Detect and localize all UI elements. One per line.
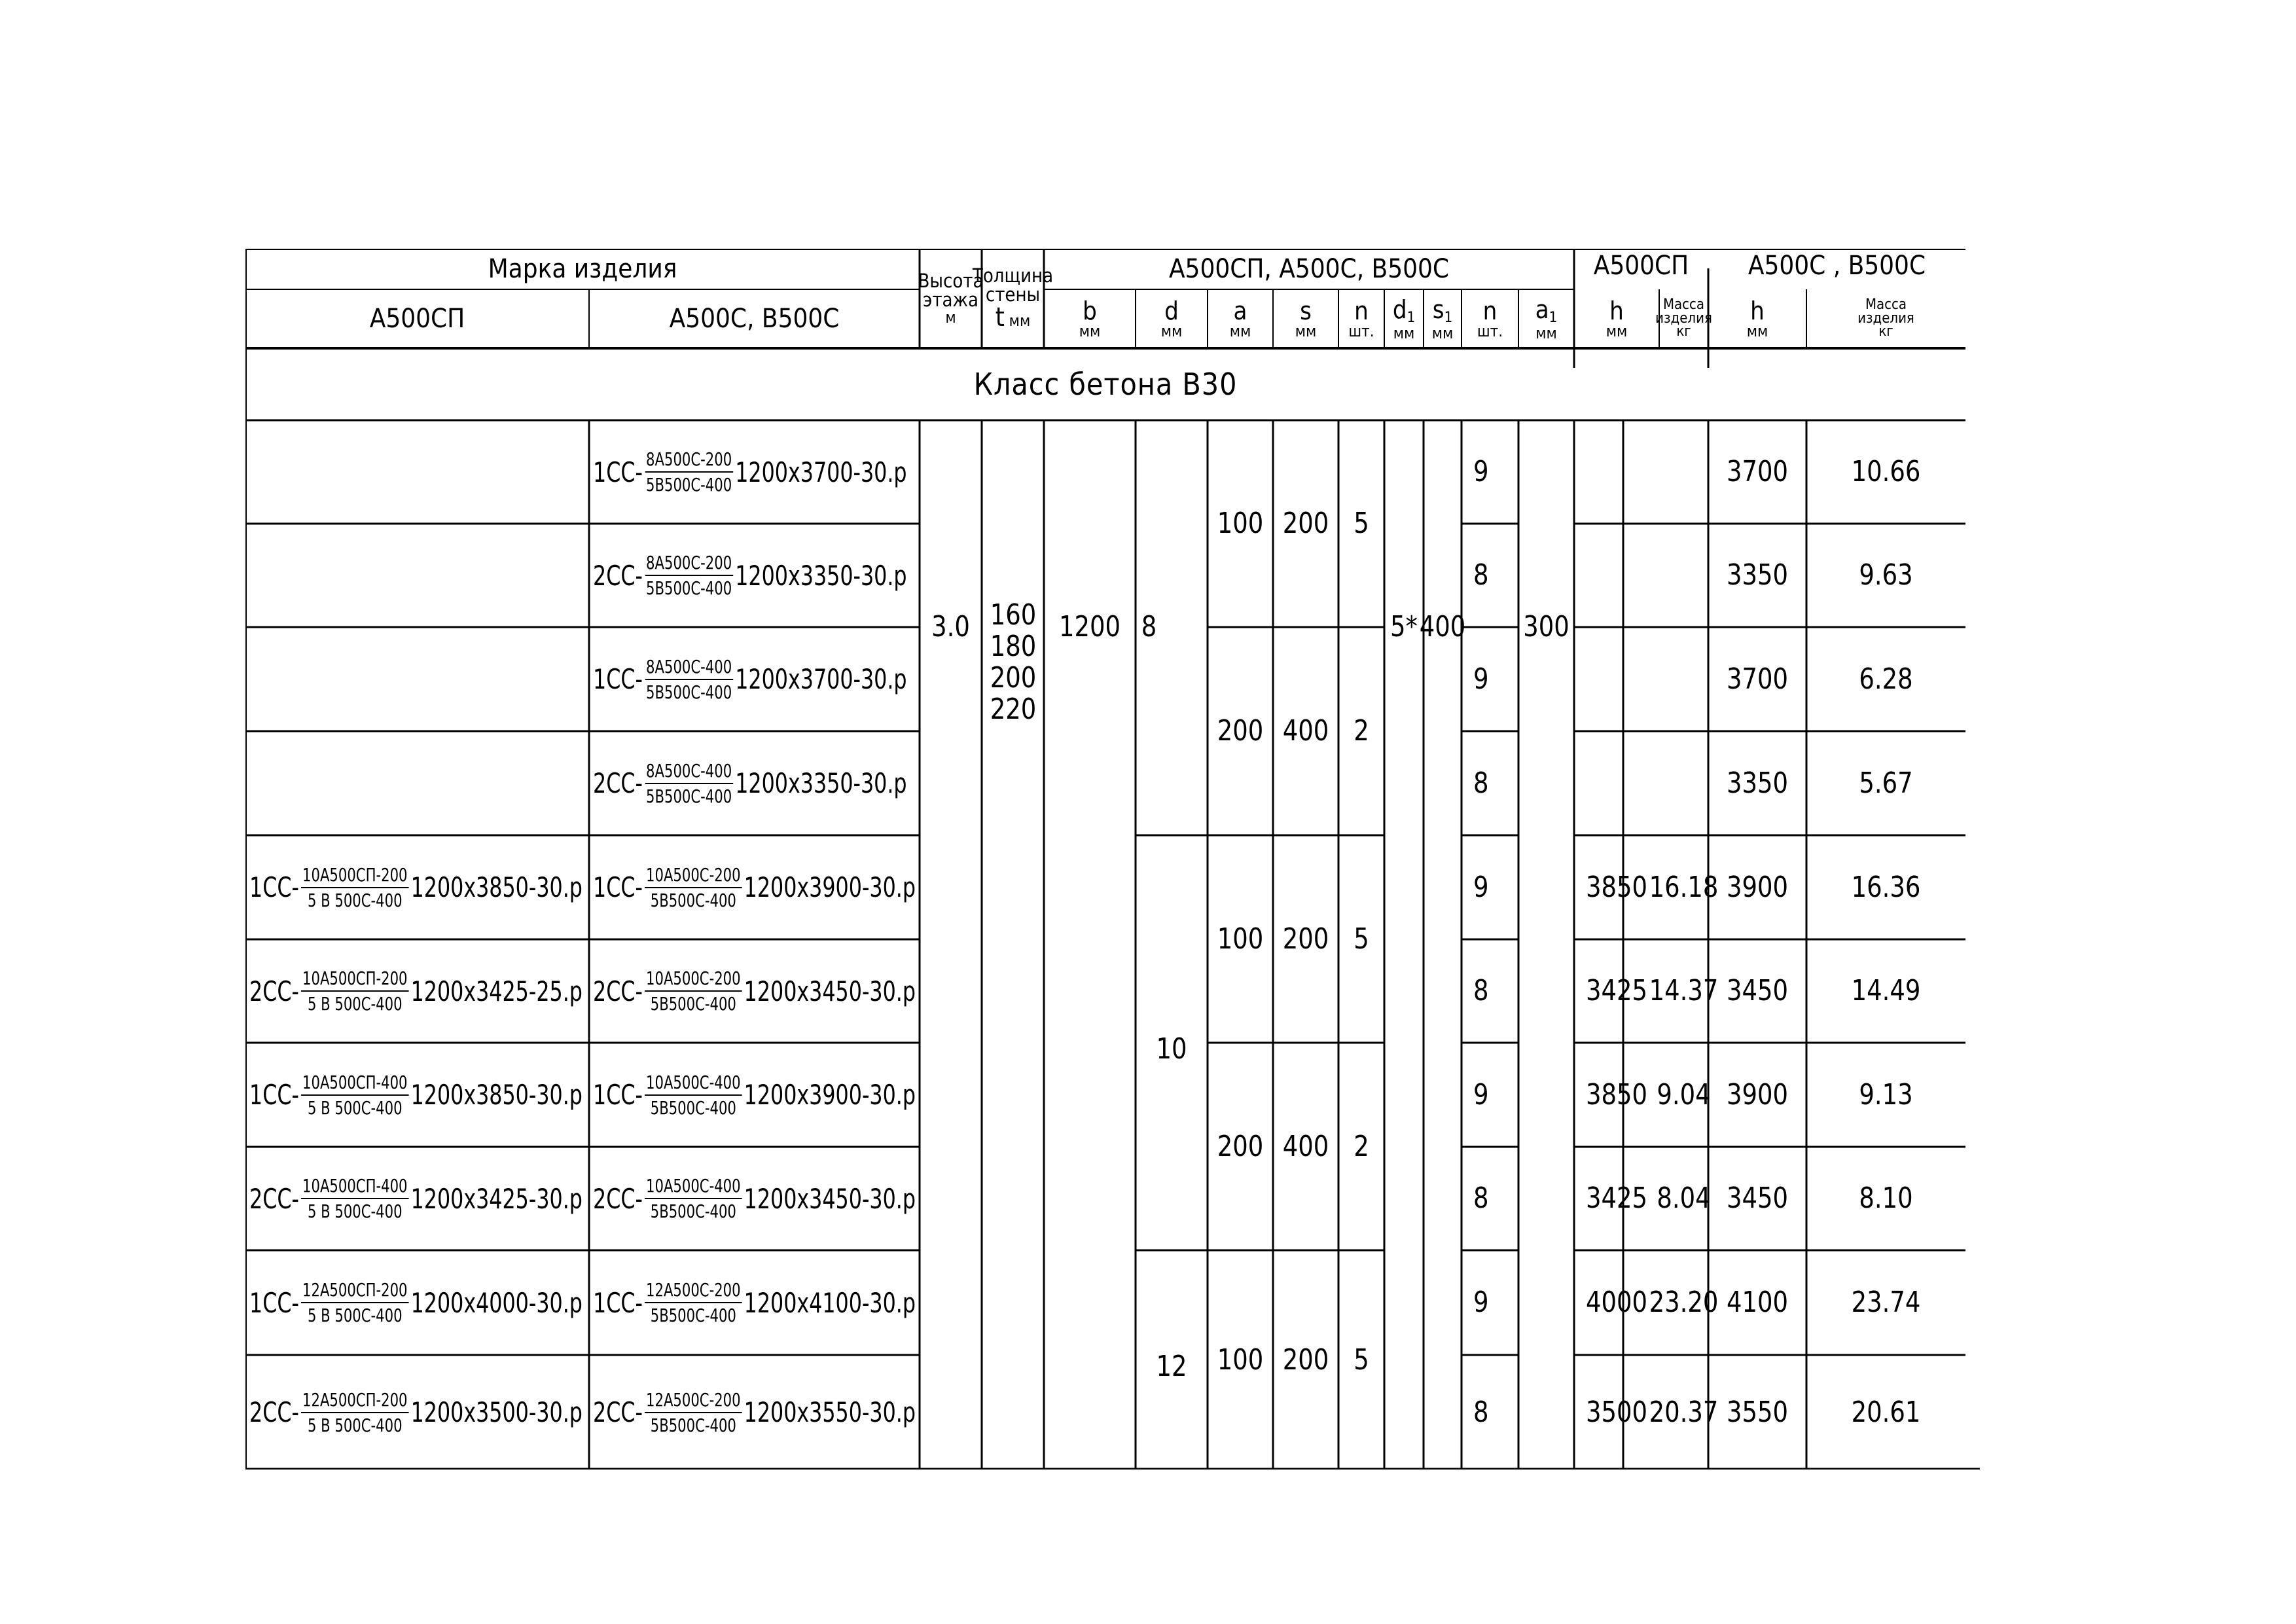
mark-a500c-2	[593, 627, 907, 731]
h-c-value-0: 3700	[1726, 455, 1789, 488]
mark-a500c-7-prefix: 2СС-	[593, 1182, 643, 1215]
h-sp-value-9: 3500	[1585, 1395, 1648, 1429]
header-n2-stack	[1477, 298, 1503, 339]
header-tolshchina-steny	[972, 249, 1054, 348]
mark-a500c-0-fraction	[645, 448, 733, 496]
h-sp-value-3	[1581, 731, 1652, 835]
mark-a500c-5-numerator: 10А500С-200	[645, 967, 742, 992]
tolshchina-line2: стены	[985, 283, 1041, 306]
massa-sp-2: изделия	[1655, 310, 1712, 327]
s-value-2: 200	[1282, 922, 1329, 956]
mark-a500c-5	[593, 939, 916, 1043]
n2-value-3: 8	[1473, 766, 1489, 800]
tolshchina-value-0: 160	[990, 598, 1036, 632]
n2-value-7: 8	[1473, 1182, 1489, 1215]
tolshchina-stack	[973, 266, 1053, 331]
mark-a500c-5-denominator: 5В500С-400	[650, 993, 736, 1015]
massa-sp-value-8: 23.20	[1649, 1286, 1719, 1319]
mark-a500c-5-fraction	[645, 967, 742, 1015]
mark-a500c-6-numerator: 10А500С-400	[645, 1072, 742, 1096]
header-d-unit: мм	[1160, 322, 1183, 340]
mark-a500sp-4-fraction	[301, 864, 408, 911]
massa-c-1: Масса	[1865, 296, 1907, 313]
mark-a500c-4-fraction	[645, 864, 742, 911]
header-a-symbol: a	[1233, 297, 1247, 325]
mark-a500c-4-numerator: 10А500С-200	[645, 864, 742, 888]
massa-c-value-9: 20.61	[1851, 1395, 1921, 1429]
massa-c-value-2: 6.28	[1859, 662, 1913, 696]
s1-value: 400	[1419, 610, 1466, 643]
massa-sp-3: кг	[1676, 323, 1691, 340]
mark-a500c-0-suffix: 1200х3700-30.р	[735, 456, 907, 488]
mark-a500sp-8-prefix: 1СС-	[249, 1286, 299, 1319]
header-d-symbol: d	[1164, 297, 1179, 325]
mark-a500sp-7-suffix: 1200х3425-30.р	[410, 1182, 583, 1215]
massa-c-value-1: 9.63	[1859, 558, 1913, 592]
mark-a500sp-7	[249, 1147, 583, 1250]
n-value-2: 5	[1354, 922, 1369, 956]
h-c-value-9: 3550	[1726, 1395, 1789, 1429]
mark-a500c-3-fraction	[645, 760, 733, 807]
header-a1-sub: 1	[1549, 309, 1558, 326]
h-sp-value-8: 4000	[1585, 1286, 1648, 1319]
h-c-value-6: 3900	[1726, 1077, 1789, 1111]
mark-a500sp-5	[249, 939, 583, 1043]
header-s1-unit: мм	[1431, 323, 1454, 342]
tolshchina-t-row	[996, 304, 1031, 331]
header-a-unit: мм	[1229, 322, 1251, 340]
mark-a500sp-5-suffix: 1200х3425-25.р	[410, 975, 583, 1007]
header-n2	[1462, 289, 1518, 348]
tolshchina-values	[986, 598, 1041, 726]
mark-a500sp-4-denominator: 5 В 500С-400	[307, 889, 403, 911]
header-n-stack	[1348, 298, 1374, 339]
n2-value-4: 9	[1473, 870, 1489, 904]
massa-sp-value-7: 8.04	[1657, 1182, 1711, 1215]
header-h-sp-symbol: h	[1609, 297, 1624, 325]
n-value-1: 2	[1354, 714, 1369, 748]
massa-c-value-7: 8.10	[1859, 1182, 1913, 1215]
a-value-2: 100	[1217, 922, 1264, 956]
s-value-4: 200	[1282, 1343, 1329, 1377]
reinforcement-spec-table	[245, 249, 1980, 1470]
b-value: 1200	[1058, 610, 1121, 643]
massa-sp-value-3	[1663, 731, 1704, 835]
n2-value-2: 9	[1473, 662, 1489, 696]
a-value-4: 100	[1217, 1343, 1264, 1377]
header-d1-stack	[1393, 297, 1415, 341]
mark-a500c-4-prefix: 1СС-	[593, 871, 643, 903]
mark-a500c-8-denominator: 5В500С-400	[650, 1305, 736, 1326]
mark-a500c-1-fraction	[645, 552, 733, 599]
header-n2-symbol: n	[1482, 297, 1498, 325]
mark-a500sp-6-suffix: 1200х3850-30.р	[410, 1079, 583, 1111]
header-col-a500c-b500c: А500С, В500С	[669, 304, 840, 334]
header-s1-stack	[1432, 297, 1454, 341]
mark-a500sp-8-denominator: 5 В 500С-400	[307, 1305, 403, 1326]
h-sp-value-5: 3425	[1585, 974, 1648, 1007]
mark-a500sp-8	[249, 1250, 583, 1355]
mark-a500sp-6-fraction	[301, 1072, 408, 1119]
mark-a500sp-9-fraction	[301, 1389, 408, 1436]
header-group-a500sp: А500СП	[1593, 251, 1689, 281]
mark-a500sp-8-fraction	[301, 1279, 408, 1326]
massa-sp-value-2	[1663, 627, 1704, 731]
mark-a500sp-4-prefix: 1СС-	[249, 871, 299, 903]
header-n2-unit: шт.	[1477, 322, 1503, 340]
mark-a500c-6-fraction	[645, 1072, 742, 1119]
mark-a500c-8-numerator: 12А500С-200	[645, 1279, 742, 1303]
mark-a500sp-9-numerator: 12А500СП-200	[301, 1389, 408, 1413]
header-b-unit: мм	[1079, 322, 1101, 340]
header-n-symbol: n	[1354, 297, 1369, 325]
n2-value-5: 8	[1473, 974, 1489, 1007]
n-value-3: 2	[1354, 1129, 1369, 1163]
mark-a500c-8-prefix: 1СС-	[593, 1286, 643, 1319]
mark-a500sp-4	[249, 835, 583, 939]
header-d1-sub: 1	[1407, 309, 1416, 326]
header-h-sp-stack	[1606, 298, 1628, 339]
mark-a500sp-5-numerator: 10А500СП-200	[301, 967, 408, 992]
mark-a500c-9-suffix: 1200х3550-30.р	[744, 1396, 916, 1428]
mark-a500c-0	[593, 420, 907, 524]
massa-c-value-0: 10.66	[1851, 455, 1921, 488]
header-a1	[1518, 289, 1574, 348]
header-d1-unit: мм	[1393, 323, 1415, 342]
mark-a500c-8	[593, 1250, 916, 1355]
header-h-c-stack	[1747, 298, 1768, 339]
mark-a500c-1-prefix: 2СС-	[593, 559, 643, 592]
header-a	[1208, 289, 1273, 348]
header-d-stack	[1161, 298, 1183, 339]
mark-a500sp-8-numerator: 12А500СП-200	[301, 1279, 408, 1303]
massa-sp-value-4: 16.18	[1649, 870, 1719, 904]
h-c-value-2: 3700	[1726, 662, 1789, 696]
header-h-sp	[1574, 289, 1659, 348]
vysota-line1: Высота	[918, 270, 984, 292]
header-d	[1136, 289, 1208, 348]
mark-a500sp-9-prefix: 2СС-	[249, 1396, 299, 1428]
mark-a500sp-4-numerator: 10А500СП-200	[301, 864, 408, 888]
header-s-stack	[1295, 298, 1317, 339]
mark-a500sp-6-numerator: 10А500СП-400	[301, 1072, 408, 1096]
tolshchina-value-2: 200	[990, 661, 1036, 695]
header-group-a500c-b500c: А500С , В500С	[1748, 251, 1926, 281]
mark-a500c-6	[593, 1043, 916, 1147]
header-n	[1338, 289, 1384, 348]
mark-a500c-9	[593, 1355, 916, 1470]
s-value-0: 200	[1282, 507, 1329, 540]
mark-a500sp-5-denominator: 5 В 500С-400	[307, 993, 403, 1015]
header-s-unit: мм	[1295, 322, 1317, 340]
mark-a500sp-4-suffix: 1200х3850-30.р	[410, 871, 583, 903]
massa-sp-value-9: 20.37	[1649, 1395, 1719, 1429]
massa-c-value-8: 23.74	[1851, 1286, 1921, 1319]
header-s-symbol: s	[1300, 297, 1312, 325]
mark-a500c-1-denominator: 5В500С-400	[646, 577, 732, 599]
header-h-c-symbol: h	[1750, 297, 1765, 325]
header-b-symbol: b	[1083, 297, 1097, 325]
mark-a500sp-8-suffix: 1200х4000-30.р	[410, 1286, 583, 1319]
massa-c-value-3: 5.67	[1859, 766, 1913, 800]
mark-a500sp-6-denominator: 5 В 500С-400	[307, 1096, 403, 1119]
mark-a500sp-6	[249, 1043, 583, 1147]
massa-sp-1: Масса	[1662, 296, 1705, 313]
header-massa-sp	[1655, 289, 1712, 348]
h-sp-value-4: 3850	[1585, 870, 1648, 904]
mark-a500c-7-numerator: 10А500С-400	[645, 1175, 742, 1199]
mark-a500c-7-suffix: 1200х3450-30.р	[744, 1182, 916, 1215]
n2-value-8: 9	[1473, 1286, 1489, 1319]
tolshchina-values-cell	[982, 598, 1044, 770]
n2-value-0: 9	[1473, 455, 1489, 488]
massa-c-stack	[1857, 298, 1914, 340]
a-value-1: 200	[1217, 714, 1264, 748]
massa-c-value-4: 16.36	[1851, 870, 1921, 904]
mark-a500c-1-suffix: 1200х3350-30.р	[735, 559, 907, 592]
h-c-value-8: 4100	[1726, 1286, 1789, 1319]
h-sp-value-1	[1581, 524, 1652, 627]
mark-a500c-7-fraction	[645, 1175, 742, 1222]
mark-a500c-9-denominator: 5В500С-400	[650, 1414, 736, 1436]
header-group-main: А500СП, А500С, В500С	[1168, 254, 1450, 284]
massa-sp-value-1	[1663, 524, 1704, 627]
mark-a500c-0-denominator: 5В500С-400	[646, 474, 732, 496]
header-a1-stack	[1535, 297, 1558, 341]
d-value-2: 12	[1156, 1349, 1187, 1383]
mark-a500sp-9	[249, 1355, 583, 1470]
mark-a500c-5-suffix: 1200х3450-30.р	[744, 975, 916, 1007]
n2-value-1: 8	[1473, 558, 1489, 592]
mark-a500sp-9-suffix: 1200х3500-30.р	[410, 1396, 583, 1428]
massa-c-3: кг	[1878, 323, 1893, 340]
massa-sp-value-0	[1663, 420, 1704, 524]
header-b	[1044, 289, 1136, 348]
a-value-0: 100	[1217, 507, 1264, 540]
mark-a500c-2-fraction	[645, 656, 733, 703]
mark-a500c-9-fraction	[645, 1389, 742, 1436]
mark-a500sp-9-denominator: 5 В 500С-400	[307, 1414, 403, 1436]
mark-a500sp-5-fraction	[301, 967, 408, 1015]
mark-a500c-5-prefix: 2СС-	[593, 975, 643, 1007]
mark-a500c-3-prefix: 2СС-	[593, 767, 643, 799]
header-n-unit: шт.	[1348, 322, 1374, 340]
massa-c-value-6: 9.13	[1859, 1077, 1913, 1111]
h-c-value-3: 3350	[1726, 766, 1789, 800]
h-c-value-1: 3350	[1726, 558, 1789, 592]
header-s1	[1424, 289, 1462, 348]
header-massa-c	[1806, 289, 1965, 348]
h-sp-value-0	[1581, 420, 1652, 524]
mark-a500c-8-fraction	[645, 1279, 742, 1326]
header-col-a500sp: А500СП	[369, 304, 465, 334]
mark-a500c-2-suffix: 1200х3700-30.р	[735, 663, 907, 695]
mark-a500c-8-suffix: 1200х4100-30.р	[744, 1286, 916, 1319]
mark-a500c-2-denominator: 5В500С-400	[646, 681, 732, 703]
mark-a500c-7-denominator: 5В500С-400	[650, 1200, 736, 1222]
vysota-unit: м	[945, 308, 956, 327]
s-value-1: 400	[1282, 714, 1329, 748]
mark-a500c-6-suffix: 1200х3900-30.р	[744, 1079, 916, 1111]
n-value-4: 5	[1354, 1343, 1369, 1377]
massa-sp-value-5: 14.37	[1649, 974, 1719, 1007]
mark-a500sp-7-numerator: 10А500СП-400	[301, 1175, 408, 1199]
mark-a500sp-7-denominator: 5 В 500С-400	[307, 1200, 403, 1222]
mark-a500c-1-numerator: 8А500С-200	[645, 552, 732, 576]
mark-a500c-2-prefix: 1СС-	[593, 663, 643, 695]
mark-a500c-7	[593, 1147, 916, 1250]
mark-a500c-0-numerator: 8А500С-200	[645, 448, 732, 473]
mark-a500sp-7-prefix: 2СС-	[249, 1182, 299, 1215]
h-c-value-4: 3900	[1726, 870, 1789, 904]
h-sp-value-6: 3850	[1585, 1077, 1648, 1111]
h-c-value-5: 3450	[1726, 974, 1789, 1007]
tolshchina-value-1: 180	[990, 630, 1036, 663]
mark-a500c-4	[593, 835, 916, 939]
header-h-c-unit: мм	[1746, 322, 1768, 340]
mark-a500sp-7-fraction	[301, 1175, 408, 1222]
tolshchina-value-3: 220	[990, 693, 1036, 726]
mark-a500c-1	[593, 524, 907, 627]
mark-a500sp-6-prefix: 1СС-	[249, 1079, 299, 1111]
mark-a500c-6-prefix: 1СС-	[593, 1079, 643, 1111]
h-c-value-7: 3450	[1726, 1182, 1789, 1215]
massa-sp-stack	[1655, 298, 1712, 340]
header-d1-symbol: $d_1$	[1392, 295, 1416, 326]
tolshchina-line1: Толщина	[972, 264, 1054, 287]
d-value-0: 8	[1141, 610, 1157, 643]
a1-value: 300	[1523, 610, 1570, 643]
vysota-value: 3.0	[931, 610, 970, 643]
h-sp-value-2	[1581, 627, 1652, 731]
header-s	[1273, 289, 1338, 348]
massa-c-value-5: 14.49	[1851, 974, 1921, 1007]
mark-a500c-0-prefix: 1СС-	[593, 456, 643, 488]
header-s1-sub: 1	[1444, 309, 1453, 326]
header-marka-izdeliya: Марка изделия	[488, 254, 677, 284]
mark-a500c-4-denominator: 5В500С-400	[650, 889, 736, 911]
mark-a500c-3-suffix: 1200х3350-30.р	[735, 767, 907, 799]
header-h-sp-unit: мм	[1605, 322, 1628, 340]
tolshchina-t: t	[995, 302, 1005, 333]
massa-sp-value-6: 9.04	[1657, 1077, 1711, 1111]
mark-a500c-9-prefix: 2СС-	[593, 1396, 643, 1428]
massa-c-2: изделия	[1857, 310, 1914, 327]
n2-value-6: 9	[1473, 1077, 1489, 1111]
class-title: Класс бетона В30	[973, 367, 1238, 402]
mark-a500c-6-denominator: 5В500С-400	[650, 1096, 736, 1119]
header-a1-symbol: $a_1$	[1535, 295, 1558, 326]
header-h-c	[1708, 289, 1806, 348]
mark-a500sp-5-prefix: 2СС-	[249, 975, 299, 1007]
mark-a500c-9-numerator: 12А500С-200	[645, 1389, 742, 1413]
mark-a500c-3-denominator: 5В500С-400	[646, 785, 732, 807]
s-value-3: 400	[1282, 1129, 1329, 1163]
header-d1	[1384, 289, 1424, 348]
d1-value: 5*	[1390, 610, 1418, 643]
n2-value-9: 8	[1473, 1395, 1489, 1429]
mark-a500c-4-suffix: 1200х3900-30.р	[744, 871, 916, 903]
d-value-1: 10	[1156, 1032, 1187, 1066]
header-a1-unit: мм	[1535, 323, 1557, 342]
a-value-3: 200	[1217, 1129, 1264, 1163]
header-s1-symbol: $s_1$	[1432, 295, 1453, 326]
n-value-0: 5	[1354, 507, 1369, 540]
mark-a500c-3-numerator: 8А500С-400	[645, 760, 732, 784]
mark-a500c-2-numerator: 8А500С-400	[645, 656, 732, 680]
mark-a500c-3	[593, 731, 907, 835]
vysota-line2: этажа	[923, 289, 978, 311]
header-b-stack	[1079, 298, 1101, 339]
header-a-stack	[1230, 298, 1251, 339]
tolshchina-unit: мм	[1004, 312, 1031, 330]
h-sp-value-7: 3425	[1585, 1182, 1648, 1215]
